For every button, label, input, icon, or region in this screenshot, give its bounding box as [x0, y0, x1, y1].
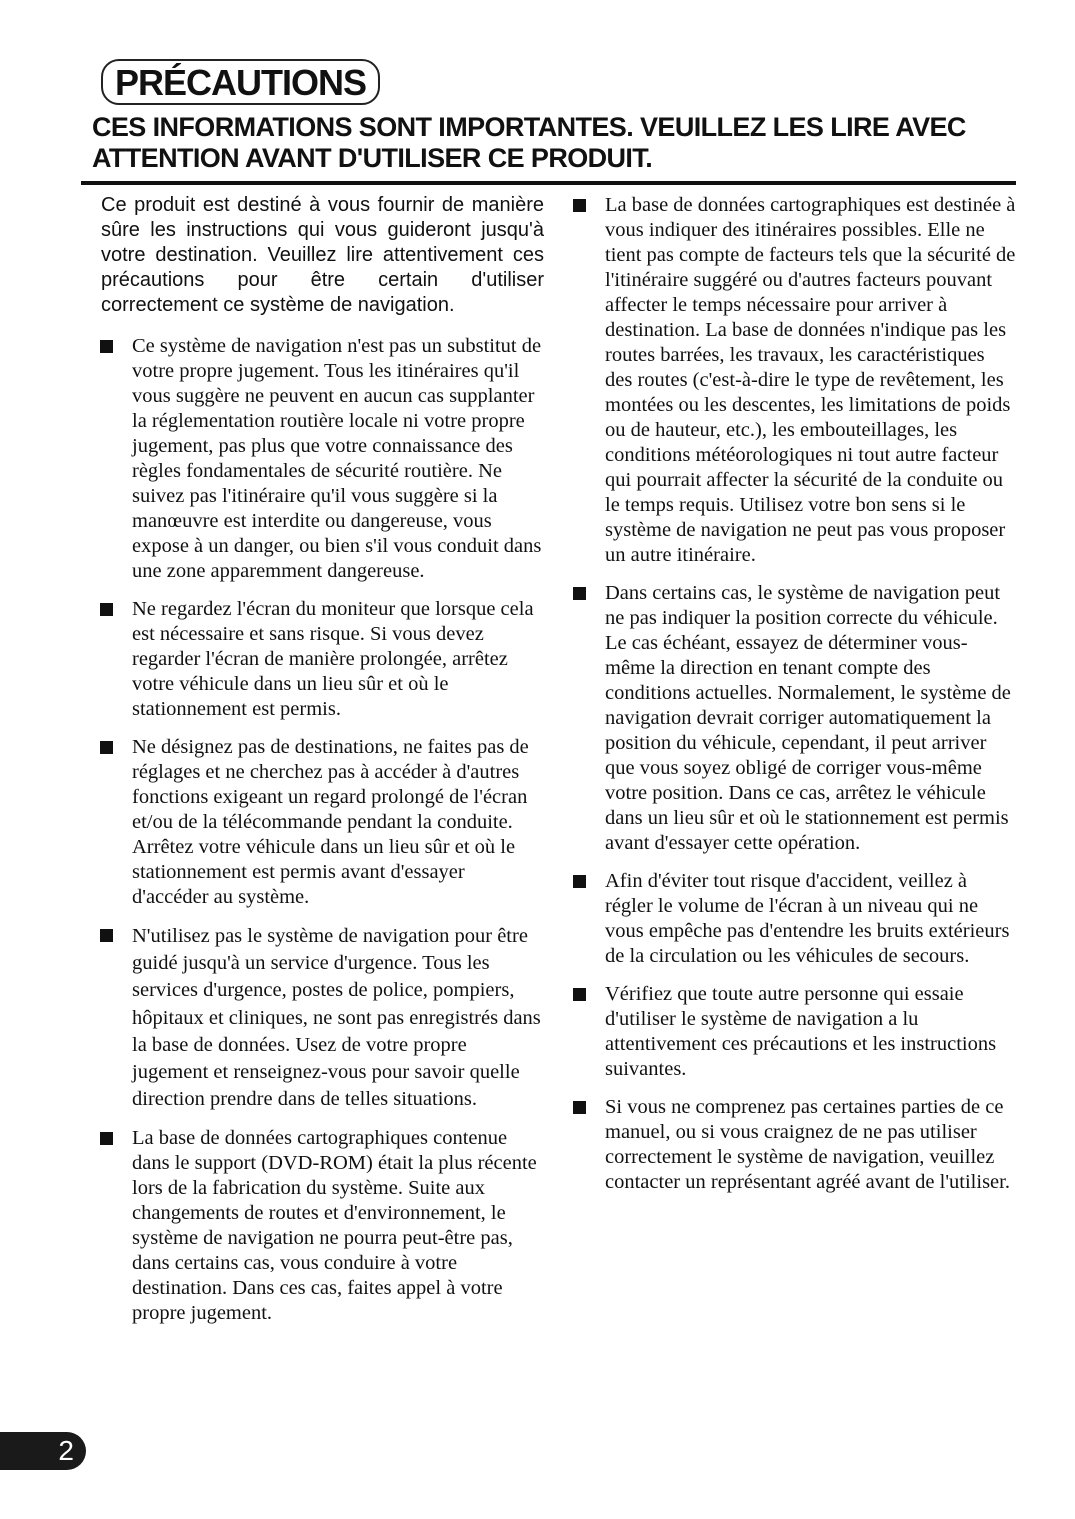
list-item — [100, 735, 544, 910]
subtitle-line-2: ATTENTION AVANT D'UTILISER CE PRODUIT. — [92, 143, 653, 173]
header-divider — [81, 181, 1016, 185]
page-number: 2 — [0, 1432, 86, 1470]
square-bullet-icon — [100, 741, 113, 754]
square-bullet-icon — [573, 875, 586, 888]
square-bullet-icon — [100, 929, 113, 942]
square-bullet-icon — [573, 587, 586, 600]
section-subtitle — [92, 112, 1022, 174]
square-bullet-icon — [100, 340, 113, 353]
list-item — [573, 581, 1016, 856]
bullet-text: N'utilisez pas le système de navigation pour être guidé jusqu'à un service d'urgence. Tous les services d'urgence, postes de police, pompiers, hôpitaux et cliniques, ne sont pas enregistrés dans la base de données. Usez de votre propre jugement et renseignez-vous pour savoir quelle direction prendre dans de telles situations. — [132, 925, 541, 1111]
list-item — [573, 869, 1016, 969]
list-item — [100, 597, 544, 722]
intro-paragraph: Ce produit est destiné à vous fournir de manière sûre les instructions qui vous guideront jusqu'à votre destination. Veuillez lire attentivement ces précautions pour être certain d'utiliser correctement ce système de navigation. — [101, 194, 544, 316]
list-item — [573, 982, 1016, 1082]
bullet-text: Dans certains cas, le système de navigation peut ne pas indiquer la position correcte du véhicule. Le cas échéant, essayez de déterminer vous-même la direction en tenant compte des conditions actuelles. Normalement, le système de navigation devrait corriger automatiquement la position du véhicule, cependant, il peut arriver que vous soyez obligé de corriger vous-même votre position. Dans ce cas, arrêtez le véhicule dans un lieu sûr et où le stationnement est permis avant d'essayer cette opération. — [605, 582, 1011, 854]
bullet-text: La base de données cartographiques est destinée à vous indiquer des itinéraires possibles. Elle ne tient pas compte de facteurs tels que la sécurité de l'itinéraire suggéré ou d'autres facteurs pouvant affecter le temps nécessaire pour arriver à destination. La base de données n'indique pas les routes barrées, les travaux, les caractéristiques des routes (c'est-à-dire le type de revêtement, les montées ou les descentes, les limitations de poids ou de hauteur, etc.), les embouteillages, les conditions météorologiques ni tout autre facteur qui pourrait affecter la sécurité de la conduite ou le temps requis. Utilisez votre bon sens si le système de navigation ne peut pas vous proposer un autre itinéraire. — [605, 194, 1016, 566]
list-item — [573, 193, 1016, 568]
left-column — [101, 193, 544, 1339]
bullet-text: La base de données cartographiques contenue dans le support (DVD-ROM) était la plus récente lors de la fabrication du système. Suite aux changements de routes et d'environnement, le système de navigation ne pourra peut-être pas, dans certains cas, vous conduire à votre destination. Dans ces cas, faites appel à votre propre jugement. — [132, 1127, 537, 1325]
bullet-text: Si vous ne comprenez pas certaines parties de ce manuel, ou si vous craignez de ne pas utiliser correctement le système de navigation, veuillez contacter un représentant agréé avant de l'utiliser. — [605, 1096, 1010, 1193]
page-title: PRÉCAUTIONS — [101, 59, 380, 105]
bullet-text: Ce système de navigation n'est pas un substitut de votre propre jugement. Tous les itinéraires qu'il vous suggère ne peuvent en aucun cas supplanter la réglementation routière locale ni votre propre jugement, pas plus que votre connaissance des règles fondamentales de sécurité routière. Ne suivez pas l'itinéraire qu'il vous suggère si la manœuvre est interdite ou dangereuse, vous expose à un danger, ou bien s'il vous conduit dans une zone apparemment dangereuse. — [132, 335, 542, 582]
subtitle-line-1: CES INFORMATIONS SONT IMPORTANTES. VEUILLEZ LES LIRE AVEC — [92, 112, 966, 142]
square-bullet-icon — [573, 199, 586, 212]
list-item — [573, 1095, 1016, 1195]
bullet-text: Vérifiez que toute autre personne qui essaie d'utiliser le système de navigation a lu attentivement ces précautions et les instructions suivantes. — [605, 983, 997, 1080]
square-bullet-icon — [100, 1132, 113, 1145]
list-item — [100, 923, 544, 1113]
square-bullet-icon — [573, 1101, 586, 1114]
right-column — [573, 193, 1016, 1208]
bullet-text: Ne regardez l'écran du moniteur que lorsque cela est nécessaire et sans risque. Si vous devez regarder l'écran de manière prolongée, arrêtez votre véhicule dans un lieu sûr et où le stationnement est permis. — [132, 598, 534, 720]
square-bullet-icon — [100, 603, 113, 616]
bullet-text: Afin d'éviter tout risque d'accident, veillez à régler le volume de l'écran à un niveau qui ne vous empêche pas d'entendre les bruits extérieurs de la circulation ou les véhicules de secours. — [605, 870, 1010, 967]
list-item — [100, 334, 544, 584]
list-item — [100, 1126, 544, 1326]
square-bullet-icon — [573, 988, 586, 1001]
bullet-text: Ne désignez pas de destinations, ne faites pas de réglages et ne cherchez pas à accéder à d'autres fonctions exigeant un regard prolongé de l'écran et/ou de la télécommande pendant la conduite. Arrêtez votre véhicule dans un lieu sûr et où le stationnement est permis avant d'essayer d'accéder au système. — [132, 736, 529, 908]
